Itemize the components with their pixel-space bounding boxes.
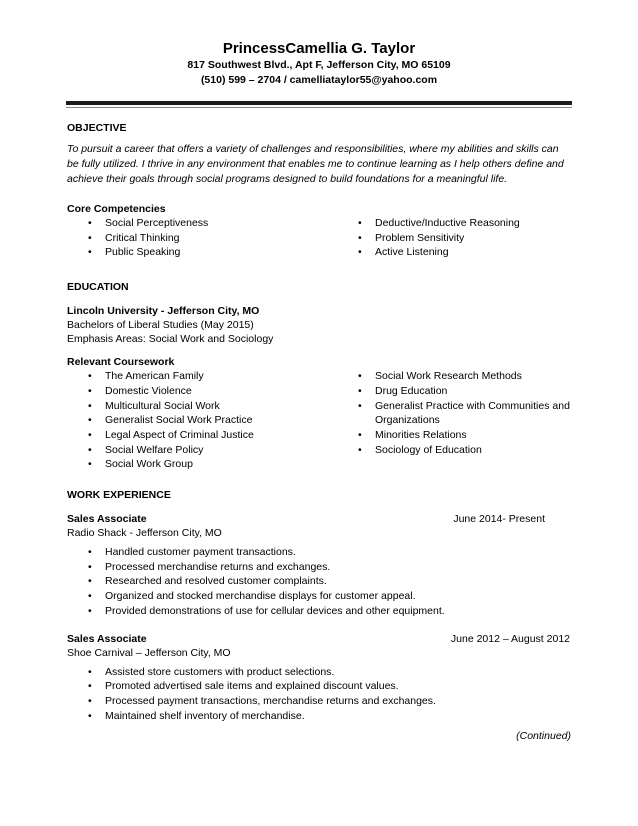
applicant-contact: (510) 599 – 2704 / camelliataylor55@yahoo.com [200,74,438,86]
list-item: • Drug Education [337,384,572,399]
objective-title: OBJECTIVE [67,122,127,134]
list-item: • Social Work Group [67,457,337,472]
job-duties [67,665,572,724]
continued-note: (Continued) [516,730,571,742]
competencies-list-right [337,216,572,260]
list-item: • Domestic Violence [67,384,337,399]
list-item: • Problem Sensitivity [337,231,572,246]
job-title: Sales Associate [67,513,147,526]
list-item: • Sociology of Education [337,443,572,458]
list-item: • Processed payment transactions, merchandise returns and exchanges. [67,694,572,709]
list-item: • Multicultural Social Work [67,399,337,414]
resume-header [0,40,638,88]
job-entry [67,512,572,619]
list-item: • Social Perceptiveness [67,216,337,231]
list-item: • Provided demonstrations of use for cellular devices and other equipment. [67,604,572,619]
list-item: • The American Family [67,369,337,384]
coursework-list-right [337,369,572,472]
list-item: • Minorities Relations [337,428,572,443]
work-title: WORK EXPERIENCE [67,489,171,502]
coursework-title: Relevant Coursework [67,356,175,369]
header-divider-thin [66,107,572,108]
list-item: • Organized and stocked merchandise displays for customer appeal. [67,589,572,604]
degree: Bachelors of Liberal Studies (May 2015) [67,319,254,332]
header-divider-thick [66,101,572,105]
job-date: June 2012 – August 2012 [450,632,570,645]
list-item: • Researched and resolved customer complaints. [67,574,572,589]
competencies-title: Core Competencies [67,203,166,215]
competencies-columns [67,216,572,260]
job-employer: Shoe Carnival – Jefferson City, MO [67,646,231,659]
coursework-columns [67,369,572,472]
work-section [67,488,572,723]
list-item: • Generalist Social Work Practice [67,413,337,428]
job-title: Sales Associate [67,632,147,645]
list-item: • Social Welfare Policy [67,443,337,458]
job-employer: Radio Shack - Jefferson City, MO [67,527,222,540]
school-name: Lincoln University - Jefferson City, MO [67,305,260,318]
list-item: • Handled customer payment transactions. [67,545,572,560]
list-item: • Legal Aspect of Criminal Justice [67,428,337,443]
applicant-address: 817 Southwest Blvd., Apt F, Jefferson City, MO 65109 [187,59,451,71]
list-item: • Generalist Practice with Communities and Organizations [337,399,572,428]
competencies-list-left [67,216,337,260]
objective-section [67,121,572,187]
job-duties [67,545,572,619]
list-item: • Social Work Research Methods [337,369,572,384]
list-item: • Deductive/Inductive Reasoning [337,216,572,231]
resume-body [67,121,572,723]
list-item: • Promoted advertised sale items and explained discount values. [67,679,572,694]
applicant-name: PrincessCamellia G. Taylor [222,40,416,57]
job-date: June 2014- Present [453,513,545,526]
coursework-list-left [67,369,337,472]
job-entry [67,632,572,724]
list-item: • Assisted store customers with product selections. [67,665,572,680]
objective-text: To pursuit a career that offers a variety of challenges and responsibilities, where my abilities and skills can be fully utilized. I thrive in any environment that enables me to continue learning as I help others define and achieve their goals through social programs designed to build foundations for a meaningful life. [67,143,564,185]
education-section [67,280,572,472]
education-title: EDUCATION [67,281,129,294]
list-item: • Maintained shelf inventory of merchandise. [67,709,572,724]
list-item: • Critical Thinking [67,231,337,246]
emphasis-areas: Emphasis Areas: Social Work and Sociology [67,333,274,346]
competencies-section [67,202,572,260]
list-item: • Processed merchandise returns and exchanges. [67,560,572,575]
list-item: • Active Listening [337,245,572,260]
list-item: • Public Speaking [67,245,337,260]
